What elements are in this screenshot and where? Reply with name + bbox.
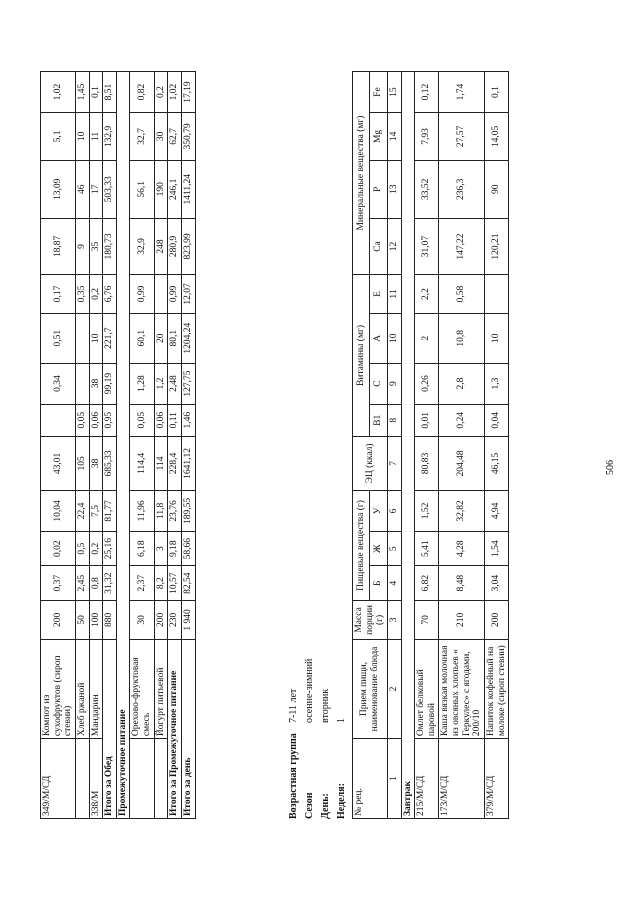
- cell-b: 2,45: [75, 566, 89, 601]
- header-fe: Fe: [370, 72, 387, 113]
- top-nutrition-table: [40, 71, 196, 819]
- column-number: 8: [387, 404, 401, 436]
- cell-mass: 50: [75, 600, 89, 639]
- cell-ec: 46,15: [484, 436, 508, 490]
- cell-p: 46: [75, 160, 89, 218]
- cell-b1: 0,04: [484, 404, 508, 436]
- table-row: [89, 72, 103, 819]
- cell-p: 503,33: [103, 160, 117, 218]
- cell-fe: 8,51: [103, 72, 117, 113]
- cell-mg: 350,79: [181, 113, 195, 160]
- table-row: [130, 72, 154, 819]
- cell-u: 11,8: [154, 490, 168, 531]
- cell-a: [75, 313, 89, 363]
- column-number: 10: [387, 313, 401, 363]
- cell-ca: 180,73: [103, 218, 117, 274]
- cell-zh: 0,5: [75, 531, 89, 566]
- recipe-code: 173/М/СД: [439, 739, 485, 819]
- cell-e: 12,07: [181, 275, 195, 314]
- header-a: A: [370, 313, 387, 363]
- column-number: 5: [387, 531, 401, 566]
- cell-b1: 0,05: [130, 404, 154, 436]
- cell-b1: 0,01: [415, 404, 439, 436]
- cell-mass: 30: [130, 600, 154, 639]
- header-b: Б: [370, 566, 387, 601]
- cell-a: 2: [415, 313, 439, 363]
- header-meal: Прием пищи, наименование блюда: [353, 639, 388, 738]
- header-mg: Mg: [370, 113, 387, 160]
- cell-mg: 30: [154, 113, 168, 160]
- dish-name: Напиток кофейный на молоке (сироп стевии): [484, 639, 508, 738]
- cell-fe: 0,1: [89, 72, 103, 113]
- cell-ca: 120,21: [484, 218, 508, 274]
- column-number: 9: [387, 363, 401, 404]
- cell-b1: 0,24: [439, 404, 485, 436]
- cell-p: 1411,24: [181, 160, 195, 218]
- cell-u: 11,96: [130, 490, 154, 531]
- cell-mg: 132,9: [103, 113, 117, 160]
- dish-name: Компот из сухофруктов (сироп стевии): [41, 639, 76, 738]
- cell-b: 3,04: [484, 566, 508, 601]
- table-row: [154, 72, 168, 819]
- cell-fe: 0,82: [130, 72, 154, 113]
- cell-p: 190: [154, 160, 168, 218]
- section-title: Промежуточное питание: [116, 72, 130, 819]
- section-row: [116, 72, 130, 819]
- cell-mg: 11: [89, 113, 103, 160]
- cell-mg: 62,7: [168, 113, 182, 160]
- dish-name: Каша вязкая молочная из овсяных хлопьев « Геркулес» с ягодами, 200/10: [439, 639, 485, 738]
- cell-c: 2,48: [168, 363, 182, 404]
- cell-u: 23,76: [168, 490, 182, 531]
- total-row: [103, 72, 117, 819]
- cell-p: 236,3: [439, 160, 485, 218]
- cell-ec: 114: [154, 436, 168, 490]
- recipe-code: [130, 739, 154, 819]
- cell-b: 0,37: [41, 566, 76, 601]
- cell-b1: 0,06: [89, 404, 103, 436]
- cell-u: 189,55: [181, 490, 195, 531]
- cell-c: 1,28: [130, 363, 154, 404]
- cell-p: 17: [89, 160, 103, 218]
- week-value: 1: [336, 718, 347, 723]
- cell-a: 10,8: [439, 313, 485, 363]
- table-row: [484, 72, 508, 819]
- cell-fe: 1,02: [41, 72, 76, 113]
- cell-u: 4,94: [484, 490, 508, 531]
- cell-zh: 0,2: [89, 531, 103, 566]
- header-u: У: [370, 490, 387, 531]
- cell-ca: 823,99: [181, 218, 195, 274]
- cell-mass: 100: [89, 600, 103, 639]
- header-nutrients: Пищевые вещества (г): [353, 490, 370, 600]
- header-row-1: [353, 72, 370, 819]
- cell-b1: 1,46: [181, 404, 195, 436]
- cell-mg: 27,57: [439, 113, 485, 160]
- recipe-code: [154, 739, 168, 819]
- cell-ec: 685,33: [103, 436, 117, 490]
- cell-zh: 1,54: [484, 531, 508, 566]
- cell-e: [484, 275, 508, 314]
- cell-ec: 43,01: [41, 436, 76, 490]
- cell-b: 8,2: [154, 566, 168, 601]
- cell-ec: 1641,12: [181, 436, 195, 490]
- cell-ec: 80,83: [415, 436, 439, 490]
- cell-e: 0,35: [75, 275, 89, 314]
- recipe-code: 338/М: [89, 739, 103, 819]
- column-number: 1: [387, 739, 401, 819]
- cell-p: 33,52: [415, 160, 439, 218]
- total-row: [181, 72, 195, 819]
- cell-mass: 230: [168, 600, 182, 639]
- week-label: Неделя:: [336, 783, 347, 819]
- cell-b: 31,32: [103, 566, 117, 601]
- section-row: [401, 72, 415, 819]
- cell-mass: 210: [439, 601, 485, 640]
- header-c: C: [370, 363, 387, 404]
- header-b1: B1: [370, 404, 387, 436]
- cell-c: 0,26: [415, 363, 439, 404]
- cell-zh: 9,18: [168, 531, 182, 566]
- cell-fe: 1,02: [168, 72, 182, 113]
- page-number: 506: [605, 460, 616, 475]
- age-group-label: Возрастная группа: [288, 733, 299, 819]
- cell-e: 0,2: [89, 275, 103, 314]
- cell-mass: 200: [484, 601, 508, 640]
- cell-ca: 35: [89, 218, 103, 274]
- day-value: вторник: [320, 688, 331, 723]
- cell-mg: 32,7: [130, 113, 154, 160]
- cell-c: 99,19: [103, 363, 117, 404]
- column-number: 4: [387, 566, 401, 601]
- header-mass: Масса порции (г): [353, 601, 388, 640]
- header-p: P: [370, 160, 387, 218]
- column-number: 14: [387, 113, 401, 160]
- cell-u: 1,52: [415, 490, 439, 531]
- header-e: E: [370, 275, 387, 314]
- cell-ca: 280,9: [168, 218, 182, 274]
- cell-a: 10: [484, 313, 508, 363]
- cell-a: 1204,24: [181, 313, 195, 363]
- menu-info: [286, 659, 350, 819]
- cell-u: 22,4: [75, 490, 89, 531]
- cell-zh: 0,02: [41, 531, 76, 566]
- recipe-code: 215/М/СД: [415, 739, 439, 819]
- total-label: Итого за Обед: [103, 639, 117, 818]
- cell-b: 8,48: [439, 566, 485, 601]
- dish-name: Мандарин: [89, 639, 103, 738]
- cell-mass: 70: [415, 601, 439, 640]
- cell-a: 20: [154, 313, 168, 363]
- cell-b1: 0,11: [168, 404, 182, 436]
- cell-a: 80,1: [168, 313, 182, 363]
- cell-mass: 200: [41, 600, 76, 639]
- cell-ec: 228,4: [168, 436, 182, 490]
- cell-b1: 0,06: [154, 404, 168, 436]
- cell-fe: 0,2: [154, 72, 168, 113]
- cell-fe: 0,1: [484, 72, 508, 113]
- cell-p: 56,1: [130, 160, 154, 218]
- cell-fe: 1,45: [75, 72, 89, 113]
- dish-name: Орехово-фруктовая смесь: [130, 639, 154, 738]
- cell-u: 7,5: [89, 490, 103, 531]
- cell-e: 0,17: [41, 275, 76, 314]
- cell-b1: 0,95: [103, 404, 117, 436]
- cell-zh: 4,28: [439, 531, 485, 566]
- cell-ec: 105: [75, 436, 89, 490]
- cell-mass: 880: [103, 600, 117, 639]
- column-number: 3: [387, 601, 401, 640]
- cell-e: 2,2: [415, 275, 439, 314]
- cell-mg: 5,1: [41, 113, 76, 160]
- cell-ca: 32,9: [130, 218, 154, 274]
- header-rec: № рец.: [353, 739, 388, 819]
- total-row: [168, 72, 182, 819]
- header-vitamins: Витамины (мг): [353, 275, 370, 437]
- cell-c: 127,75: [181, 363, 195, 404]
- table-row: [415, 72, 439, 819]
- cell-ec: 114,4: [130, 436, 154, 490]
- header-zh: Ж: [370, 531, 387, 566]
- recipe-code: 379/М/СД: [484, 739, 508, 819]
- table-row: [439, 72, 485, 819]
- cell-u: 10,04: [41, 490, 76, 531]
- cell-fe: 1,74: [439, 72, 485, 113]
- table-row: [75, 72, 89, 819]
- cell-ec: 38: [89, 436, 103, 490]
- header-energy: ЭЦ (ккал): [353, 436, 388, 490]
- cell-zh: 25,16: [103, 531, 117, 566]
- cell-c: 2,8: [439, 363, 485, 404]
- cell-ec: 204,48: [439, 436, 485, 490]
- cell-mass: 1 940: [181, 600, 195, 639]
- day-label: День:: [320, 793, 331, 819]
- cell-mg: 7,93: [415, 113, 439, 160]
- bottom-nutrition-table: [352, 71, 509, 819]
- column-number: 2: [387, 639, 401, 738]
- season-value: осенне-зимний: [304, 658, 315, 723]
- column-number: 6: [387, 490, 401, 531]
- column-number: 15: [387, 72, 401, 113]
- cell-ca: 31,07: [415, 218, 439, 274]
- season-label: Сезон: [304, 792, 315, 819]
- cell-u: 32,82: [439, 490, 485, 531]
- recipe-code: [75, 739, 89, 819]
- section-title: Завтрак: [401, 72, 415, 819]
- cell-mass: 200: [154, 600, 168, 639]
- dish-name: Хлеб ржаной: [75, 639, 89, 738]
- cell-c: 0,34: [41, 363, 76, 404]
- cell-b: 6,82: [415, 566, 439, 601]
- cell-zh: 3: [154, 531, 168, 566]
- cell-zh: 6,18: [130, 531, 154, 566]
- cell-p: 13,09: [41, 160, 76, 218]
- cell-a: 221,7: [103, 313, 117, 363]
- cell-e: 6,76: [103, 275, 117, 314]
- cell-mg: 14,05: [484, 113, 508, 160]
- cell-u: 81,77: [103, 490, 117, 531]
- column-number: 13: [387, 160, 401, 218]
- cell-e: [154, 275, 168, 314]
- cell-mg: 10: [75, 113, 89, 160]
- numbering-row: [387, 72, 401, 819]
- total-label: Итого за день: [181, 639, 195, 818]
- cell-b1: 0,05: [75, 404, 89, 436]
- cell-p: 90: [484, 160, 508, 218]
- cell-b: 0,8: [89, 566, 103, 601]
- column-number: 12: [387, 218, 401, 274]
- cell-fe: 17,19: [181, 72, 195, 113]
- dish-name: Йогурт питьевой: [154, 639, 168, 738]
- cell-a: 10: [89, 313, 103, 363]
- column-number: 11: [387, 275, 401, 314]
- cell-e: 0,99: [168, 275, 182, 314]
- cell-c: 38: [89, 363, 103, 404]
- cell-ca: 147,22: [439, 218, 485, 274]
- cell-fe: 0,12: [415, 72, 439, 113]
- cell-b1: [41, 404, 76, 436]
- cell-a: 60,1: [130, 313, 154, 363]
- table-row: [41, 72, 76, 819]
- recipe-code: 349/М/СД: [41, 739, 76, 819]
- age-group-value: 7-11 лет: [288, 688, 299, 723]
- cell-ca: 248: [154, 218, 168, 274]
- cell-p: 246,1: [168, 160, 182, 218]
- cell-e: 0,99: [130, 275, 154, 314]
- column-number: 7: [387, 436, 401, 490]
- total-label: Итого за Промежуточное питание: [168, 639, 182, 818]
- cell-ca: 18,87: [41, 218, 76, 274]
- cell-b: 2,37: [130, 566, 154, 601]
- cell-zh: 5,41: [415, 531, 439, 566]
- cell-b: 82,54: [181, 566, 195, 601]
- cell-a: 0,51: [41, 313, 76, 363]
- cell-c: 1,2: [154, 363, 168, 404]
- cell-c: 1,3: [484, 363, 508, 404]
- dish-name: Омлет белковый паровой: [415, 639, 439, 738]
- cell-b: 10,57: [168, 566, 182, 601]
- cell-ca: 9: [75, 218, 89, 274]
- cell-e: 0,58: [439, 275, 485, 314]
- header-ca: Ca: [370, 218, 387, 274]
- cell-c: [75, 363, 89, 404]
- header-minerals: Минеральные вещества (мг): [353, 72, 370, 275]
- cell-zh: 58,66: [181, 531, 195, 566]
